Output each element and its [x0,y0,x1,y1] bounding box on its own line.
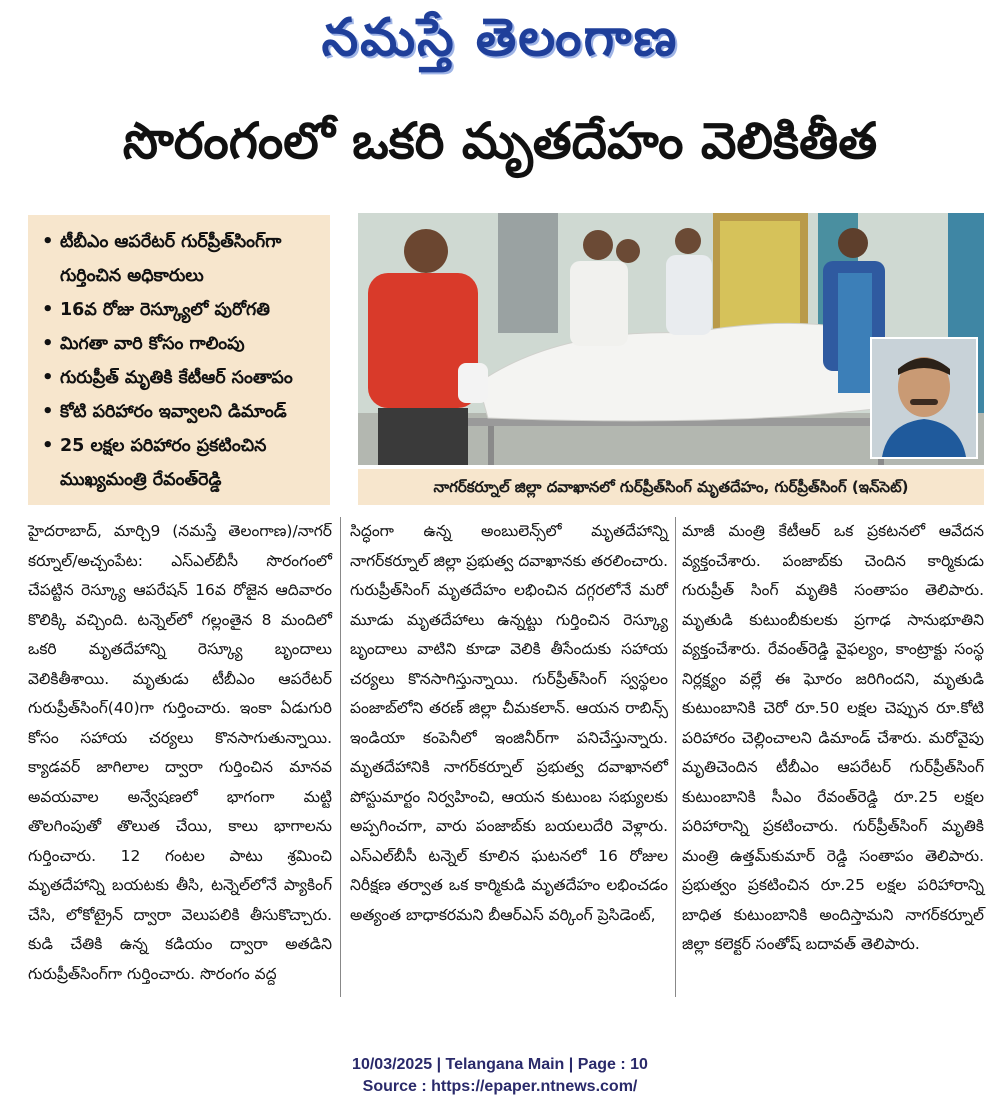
bullet-dot: • [42,333,54,354]
article-column-1 [28,517,332,989]
highlights-box [28,215,330,505]
bullet-dot: • [42,299,54,320]
headline: సొరంగంలో ఒకరి మృతదేహం వెలికితీత [122,112,878,170]
article-column-2 [350,517,668,930]
bullet-dot: • [42,367,54,388]
masthead-logo: నమస్తే తెలంగాణ [321,8,679,68]
highlight-item: • గురుప్రీత్ మృతికి కేటీఆర్ సంతాపం [38,361,320,395]
article-text: సిద్ధంగా ఉన్న అంబులెన్స్‌లో మృతదేహాన్ని నాగర్‌కర్నూల్ జిల్లా ప్రభుత్వ దవాఖానకు తరలించారు. గురుప్రీత్‌సింగ్ మృతదేహం లభించిన దగ్గరలోనే మరో మూడు మృతదేహాలు ఉన్నట్టు గుర్తించిన రెస్క్యూ బృందాలు వాటిని కూడా వెలికి తీసేందుకు సహాయ చర్యలు కొనసాగిస్తున్నాయి. గుర్‌ప్రీత్‌సింగ్ స్వస్థలం పంజాబ్‌లోని తరణ్ జిల్లా చీమకలాన్. ఆయన రాబిన్స్ ఇండియా కంపెనీలో ఇంజినీర్‌గా పనిచేస్తున్నారు. మృతదేహానికి నాగర్‌కర్నూల్ ప్రభుత్వ దవాఖానలో పోస్టుమార్టం నిర్వహించి, ఆయన కుటుంబ సభ్యులకు అప్పగించగా, వారు పంజాబ్‌కు బయలుదేరి వెళ్లారు. ఎస్‌ఎల్‌బీసీ టన్నెల్ కూలిన ఘటనలో 16 రోజుల నిరీక్షణ తర్వాత ఒక కార్మికుడి మృతదేహం లభించడం అత్యంత బాధాకరమని బీఆర్‌ఎస్ వర్కింగ్ ప్రెసిడెంట్, [350,522,668,924]
inset-portrait [870,337,978,459]
column-divider [675,517,676,997]
highlight-item: ముఖ్యమంత్రి రేవంత్‌రెడ్డి [60,470,222,490]
news-photo [358,213,984,465]
photo-caption: నాగర్‌కర్నూల్ జిల్లా దవాఖానలో గుర్‌ప్రీత్‌సింగ్ మృతదేహం, గుర్‌ప్రీత్‌సింగ్ (ఇన్‌సెట్) [358,469,984,505]
portrait-illustration [872,339,976,457]
highlight-item: • టీబీఎం ఆపరేటర్ గుర్‌ప్రీత్‌సింగ్‌గా [38,225,320,259]
article-column-3 [682,517,984,960]
highlight-item: • 25 లక్షల పరిహారం ప్రకటించిన [38,429,320,463]
bullet-dot: • [42,231,54,252]
column-divider [340,517,341,997]
highlight-item: • 16వ రోజు రెస్క్యూలో పురోగతి [38,293,320,327]
highlights-list [38,225,320,497]
footer-source: Source : https://epaper.ntnews.com/ [362,1078,638,1095]
highlight-item: • మిగతా వారి కోసం గాలింపు [38,327,320,361]
footer-edition-info: 10/03/2025 | Telangana Main | Page : 10 [352,1056,648,1073]
highlight-item: గుర్తించిన అధికారులు [60,266,204,286]
bullet-dot: • [42,401,54,422]
article-text: హైదరాబాద్, మార్చి9 (నమస్తే తెలంగాణ)/నాగర్ కర్నూల్/అచ్చంపేట: ఎస్‌ఎల్‌బీసీ సొరంగంలో చేపట్టిన రెస్క్యూ ఆపరేషన్ 16వ రోజైన ఆదివారం కొలిక్కి వచ్చింది. టన్నెల్‌లో గల్లంతైన 8 మందిలో ఒకరి మృతదేహాన్ని రెస్క్యూ బృందాలు వెలికితీశాయి. మృతుడు టీబీఎం ఆపరేటర్ గురుప్రీత్‌సింగ్(40)గా గుర్తించారు. ఇంకా ఏడుగురి కోసం సహాయ చర్యలు కొనసాగుతున్నాయి. క్యాడవర్ జాగిలాల ద్వారా గుర్తించిన మానవ అవయవాల అన్వేషణలో భాగంగా మట్టి తొలగింపుతో తొలుత చేయి, కాలు భాగాలను గుర్తించారు. 12 గంటల పాటు శ్రమించి మృతదేహాన్ని బయటకు తీసి, టన్నెల్‌లోనే ప్యాకింగ్ చేసి, లోకోట్రైన్ ద్వారా వెలుపలికి తీసుకొచ్చారు. కుడి చేతికి ఉన్న కడియం ద్వారా అతడిని గురుప్రీత్‌సింగ్‌గా గుర్తించారు. సొరంగం వద్ద [28,522,332,983]
article-text: మాజీ మంత్రి కేటీఆర్ ఒక ప్రకటనలో ఆవేదన వ్యక్తంచేశారు. పంజాబ్‌కు చెందిన కార్మికుడు గురుప్రీత్ సింగ్ మృతికి సంతాపం తెలిపారు. మృతుడి కుటుంబీకులకు ప్రగాఢ సానుభూతిని వ్యక్తంచేశారు. రేవంత్‌రెడ్డి వైఫల్యం, కాంట్రాక్టు సంస్థ నిర్లక్ష్యం వల్లే ఈ ఘోరం జరిగిందని, మృతుడి కుటుంబానికి చెరో రూ.50 లక్షల చెప్పున రూ.కోటి పరిహారం చెల్లించాలని డిమాండ్ చేశారు. మరోవైపు మృతిచెందిన టీబీఎం ఆపరేటర్ గుర్‌ప్రీత్‌సింగ్ కుటుంబానికి సీఎం రేవంత్‌రెడ్డి రూ.25 లక్షల పరిహారాన్ని ప్రకటించారు. గుర్‌ప్రీత్‌సింగ్ మృతికి మంత్రి ఉత్తమ్‌కుమార్ రెడ్డి సంతాపం తెలిపారు. ప్రభుత్వం ప్రకటించిన రూ.25 లక్షల పరిహారాన్ని బాధిత కుటుంబానికి అందిస్తామని నాగర్‌కర్నూల్ జిల్లా కలెక్టర్ సంతోష్ బదావత్ తెలిపారు. [682,522,984,953]
highlight-item: • కోటి పరిహారం ఇవ్వాలని డిమాండ్ [38,395,320,429]
bullet-dot: • [42,435,54,456]
